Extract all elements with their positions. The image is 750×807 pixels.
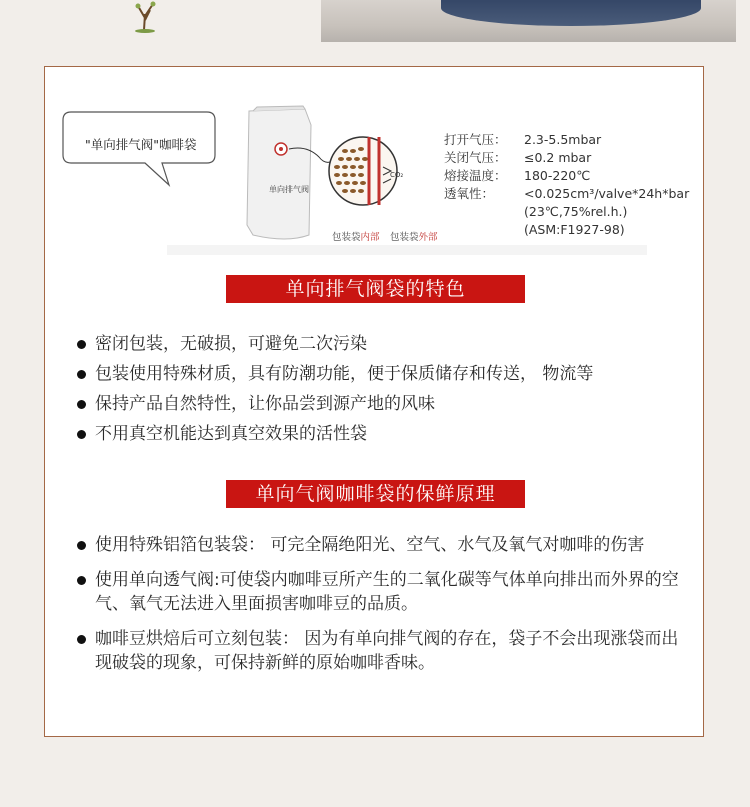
spec-row: 透氧性： <0.025cm³/valve*24h*bar [444, 186, 690, 201]
top-strip [0, 0, 750, 44]
list-item: 使用单向透气阀:可使袋内咖啡豆所产生的二氧化碳等气体单向排出而外界的空气、氧气无法进入里面损害咖啡豆的品质。 [75, 568, 685, 616]
section-title-principle: 单向气阀咖啡袋的保鲜原理 [226, 480, 525, 508]
spec-row: 打开气压： 2.3-5.5mbar [444, 132, 602, 147]
content-card [44, 66, 704, 737]
bag-label: 单向排气阀 [269, 185, 309, 194]
co2-label: CO₂ [390, 171, 404, 179]
list-item: 不用真空机能达到真空效果的活性袋 [75, 419, 685, 449]
list-item: 使用特殊铝箔包装袋： 可完全隔绝阳光、空气、水气及氧气对咖啡的伤害 [75, 533, 685, 557]
valve-diagram [57, 85, 690, 265]
outer-label: 包装袋外部 [390, 232, 438, 243]
valve-specs [444, 131, 689, 239]
spec-continuation: (ASM:F1927-98) [524, 222, 625, 237]
spec-row: 关闭气压： ≤0.2 mbar [444, 150, 592, 165]
coffee-bag-shape [247, 109, 311, 239]
features-list [75, 329, 685, 449]
section-title-features: 单向排气阀袋的特色 [226, 275, 525, 303]
top-photo [321, 0, 736, 42]
bubble-label: "单向排气阀"咖啡袋 [85, 137, 197, 152]
inner-label: 包装袋内部 [332, 232, 380, 243]
spec-row: 熔接温度： 180-220℃ [444, 168, 591, 183]
plant-decoration [120, 0, 170, 34]
principle-list [75, 533, 685, 686]
magnified-view [329, 137, 397, 205]
list-item: 咖啡豆烘焙后可立刻包装： 因为有单向排气阀的存在，袋子不会出现涨袋而出现破袋的现象，可保持新鲜的原始咖啡香味。 [75, 627, 685, 675]
list-item: 包装使用特殊材质，具有防潮功能，便于保质储存和传送， 物流等 [75, 359, 685, 389]
spec-continuation: (23℃,75%rel.h.) [524, 204, 628, 219]
list-item: 保持产品自然特性，让你品尝到源产地的风味 [75, 389, 685, 419]
list-item: 密闭包装，无破损，可避免二次污染 [75, 329, 685, 359]
